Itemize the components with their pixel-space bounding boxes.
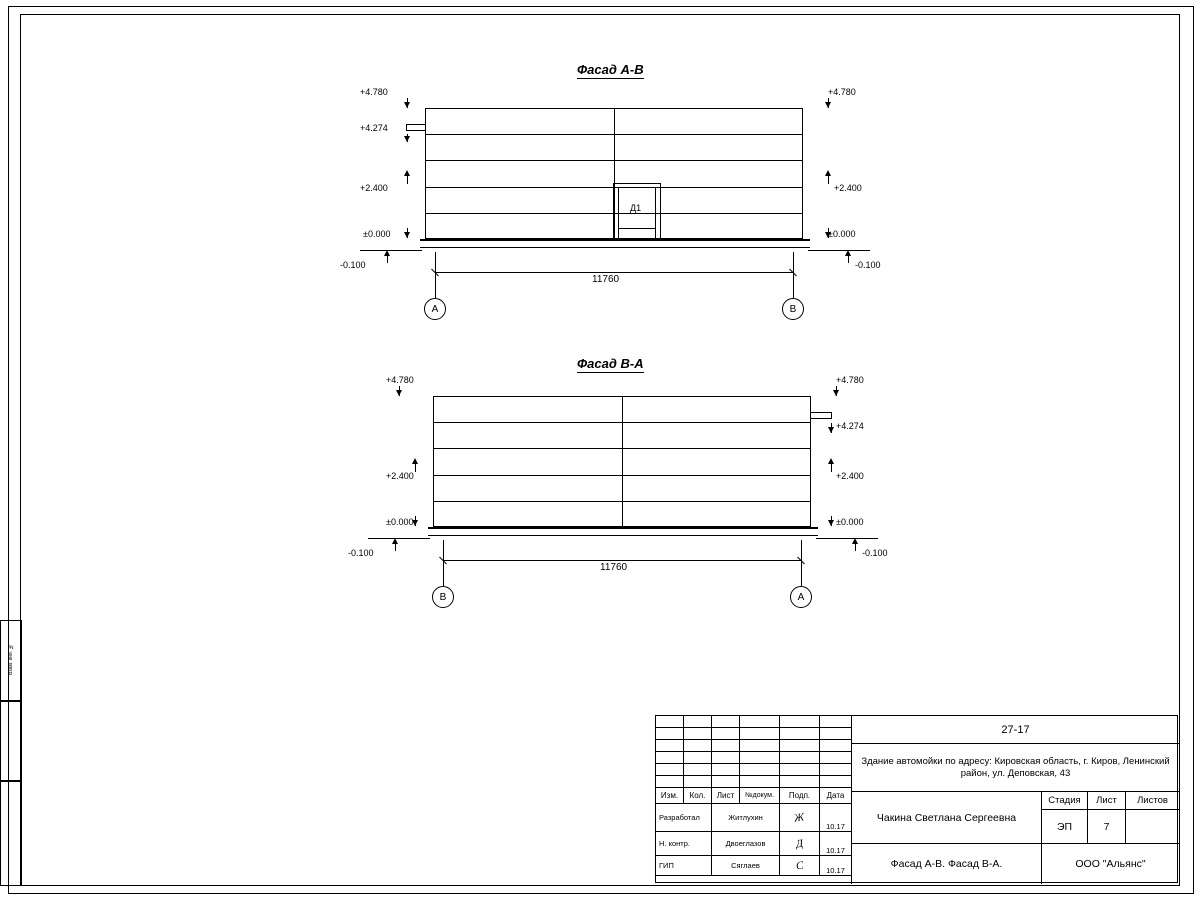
margin-stub-3 bbox=[0, 780, 22, 886]
date-razrabotal: 10.17 bbox=[820, 804, 852, 832]
title-block bbox=[655, 715, 1178, 883]
revision-empty-cell bbox=[712, 764, 740, 776]
sheet-label: Лист bbox=[1088, 792, 1126, 810]
door-d1-label: Д1 bbox=[630, 203, 642, 213]
dimension-extension bbox=[443, 540, 444, 562]
level-mark: +4.780 bbox=[828, 87, 856, 97]
revision-empty-cell bbox=[740, 728, 780, 740]
role-label-razrabotal: Разработал bbox=[656, 804, 712, 832]
revision-empty-cell bbox=[820, 776, 852, 788]
revision-empty-cell bbox=[684, 740, 712, 752]
date-gip: 10.17 bbox=[820, 856, 852, 876]
roof-drain-pipe bbox=[811, 412, 831, 413]
revision-header-list: Лист bbox=[712, 788, 740, 804]
revision-empty-cell bbox=[684, 776, 712, 788]
signature-glyph: С bbox=[795, 859, 804, 872]
level-mark: +4.780 bbox=[836, 375, 864, 385]
revision-empty-cell bbox=[780, 776, 820, 788]
signature-nkontr bbox=[780, 832, 820, 856]
revision-header-kol: Кол. bbox=[684, 788, 712, 804]
margin-stub-label: Взам. инв. № bbox=[8, 643, 14, 675]
level-mark: +4.780 bbox=[386, 375, 414, 385]
level-arrow-up bbox=[852, 538, 858, 544]
sheet-name: Фасад А-В. Фасад В-А. bbox=[852, 844, 1042, 884]
level-mark: +2.400 bbox=[836, 471, 864, 481]
level-mark: -0.100 bbox=[340, 260, 366, 270]
level-arrow-down bbox=[828, 520, 834, 526]
revision-empty-cell bbox=[740, 752, 780, 764]
level-mark: +4.274 bbox=[836, 421, 864, 431]
role-label-nkontr: Н. контр. bbox=[656, 832, 712, 856]
revision-empty-cell bbox=[656, 716, 684, 728]
revision-empty-cell bbox=[820, 752, 852, 764]
level-mark: +2.400 bbox=[386, 471, 414, 481]
elevation-a-v-title: Фасад А-В bbox=[577, 62, 644, 77]
level-mark: -0.100 bbox=[855, 260, 881, 270]
level-mark: ±0.000 bbox=[386, 517, 414, 527]
revision-empty-cell bbox=[780, 740, 820, 752]
level-arrow-down bbox=[412, 520, 418, 526]
level-mark: ±0.000 bbox=[363, 229, 391, 239]
revision-empty-cell bbox=[712, 776, 740, 788]
roof-drain-pipe-end bbox=[831, 412, 832, 419]
roof-drain-pipe bbox=[811, 418, 831, 419]
revision-empty-cell bbox=[820, 764, 852, 776]
level-mark: -0.100 bbox=[862, 548, 888, 558]
ground-line-left bbox=[368, 538, 430, 539]
revision-empty-cell bbox=[684, 728, 712, 740]
level-arrow-down bbox=[833, 390, 839, 396]
signature-razrabotal bbox=[780, 804, 820, 832]
revision-empty-cell bbox=[820, 740, 852, 752]
ground-line-right bbox=[816, 538, 878, 539]
revision-empty-cell bbox=[780, 716, 820, 728]
revision-empty-cell bbox=[780, 728, 820, 740]
revision-empty-cell bbox=[656, 740, 684, 752]
axis-stem bbox=[443, 562, 444, 586]
revision-header-data: Дата bbox=[820, 788, 852, 804]
signature-gip bbox=[780, 856, 820, 876]
axis-stem bbox=[801, 562, 802, 586]
dimension-value: 11760 bbox=[600, 562, 628, 573]
elevation-v-a-title: Фасад В-А bbox=[577, 356, 644, 371]
sheets-label: Листов bbox=[1126, 792, 1179, 810]
revision-empty-cell bbox=[740, 716, 780, 728]
level-mark: +4.274 bbox=[360, 123, 388, 133]
axis-bubble-right: А bbox=[790, 586, 812, 608]
dimension-value: 11760 bbox=[592, 274, 620, 285]
level-mark: ±0.000 bbox=[836, 517, 864, 527]
role-name-gip: Сяглаев bbox=[712, 856, 780, 876]
revision-empty-cell bbox=[712, 728, 740, 740]
role-name-nkontr: Двоеглазов bbox=[712, 832, 780, 856]
customer-name: Чакина Светлана Сергеевна bbox=[852, 792, 1042, 844]
axis-bubble-left: А bbox=[424, 298, 446, 320]
axis-bubble-left: В bbox=[432, 586, 454, 608]
level-arrow-down bbox=[828, 427, 834, 433]
object-name: Здание автомойки по адресу: Кировская область, г. Киров, Ленинский район, ул. Деповская, 43 bbox=[852, 744, 1179, 792]
level-mark: -0.100 bbox=[348, 548, 374, 558]
revision-header-podp: Подп. bbox=[780, 788, 820, 804]
level-mark: ±0.000 bbox=[828, 229, 856, 239]
stage-value: ЭП bbox=[1042, 810, 1088, 844]
level-mark: +2.400 bbox=[360, 183, 388, 193]
revision-empty-cell bbox=[684, 764, 712, 776]
date-nkontr: 10.17 bbox=[820, 832, 852, 856]
revision-empty-cell bbox=[740, 776, 780, 788]
revision-empty-cell bbox=[780, 752, 820, 764]
level-arrow-up bbox=[412, 458, 418, 464]
sheets-value bbox=[1126, 810, 1179, 844]
level-arrow-up bbox=[392, 538, 398, 544]
project-code: 27-17 bbox=[852, 716, 1179, 744]
revision-empty-cell bbox=[712, 716, 740, 728]
level-arrow-up bbox=[828, 458, 834, 464]
revision-header-nodoc: №докум. bbox=[740, 788, 780, 804]
signature-glyph: Ж bbox=[793, 810, 806, 825]
plinth-bottom-line bbox=[428, 535, 818, 536]
revision-empty-cell bbox=[656, 752, 684, 764]
sheet-value: 7 bbox=[1088, 810, 1126, 844]
revision-empty-cell bbox=[656, 764, 684, 776]
revision-header-izm: Изм. bbox=[656, 788, 684, 804]
revision-empty-cell bbox=[712, 752, 740, 764]
revision-empty-cell bbox=[780, 764, 820, 776]
signature-glyph: Д bbox=[795, 837, 804, 850]
facade-vertical-joint bbox=[622, 397, 623, 527]
level-mark: +4.780 bbox=[360, 87, 388, 97]
level-mark: +2.400 bbox=[834, 183, 862, 193]
axis-bubble-right: В bbox=[782, 298, 804, 320]
revision-empty-cell bbox=[740, 764, 780, 776]
revision-bottom-spacer bbox=[656, 876, 852, 884]
revision-empty-cell bbox=[656, 728, 684, 740]
revision-empty-cell bbox=[712, 740, 740, 752]
level-arrow-down bbox=[396, 390, 402, 396]
revision-empty-cell bbox=[820, 728, 852, 740]
dimension-line bbox=[443, 560, 801, 561]
organization-name: ООО "Альянс" bbox=[1075, 858, 1146, 870]
plinth-line bbox=[428, 527, 818, 529]
revision-empty-cell bbox=[740, 740, 780, 752]
role-name-razrabotal: Житлухин bbox=[712, 804, 780, 832]
revision-empty-cell bbox=[820, 716, 852, 728]
revision-empty-cell bbox=[656, 776, 684, 788]
stage-label: Стадия bbox=[1042, 792, 1088, 810]
margin-stub-2 bbox=[0, 700, 22, 782]
role-label-gip: ГИП bbox=[656, 856, 712, 876]
revision-empty-cell bbox=[684, 752, 712, 764]
revision-empty-cell bbox=[684, 716, 712, 728]
dimension-extension bbox=[801, 540, 802, 562]
